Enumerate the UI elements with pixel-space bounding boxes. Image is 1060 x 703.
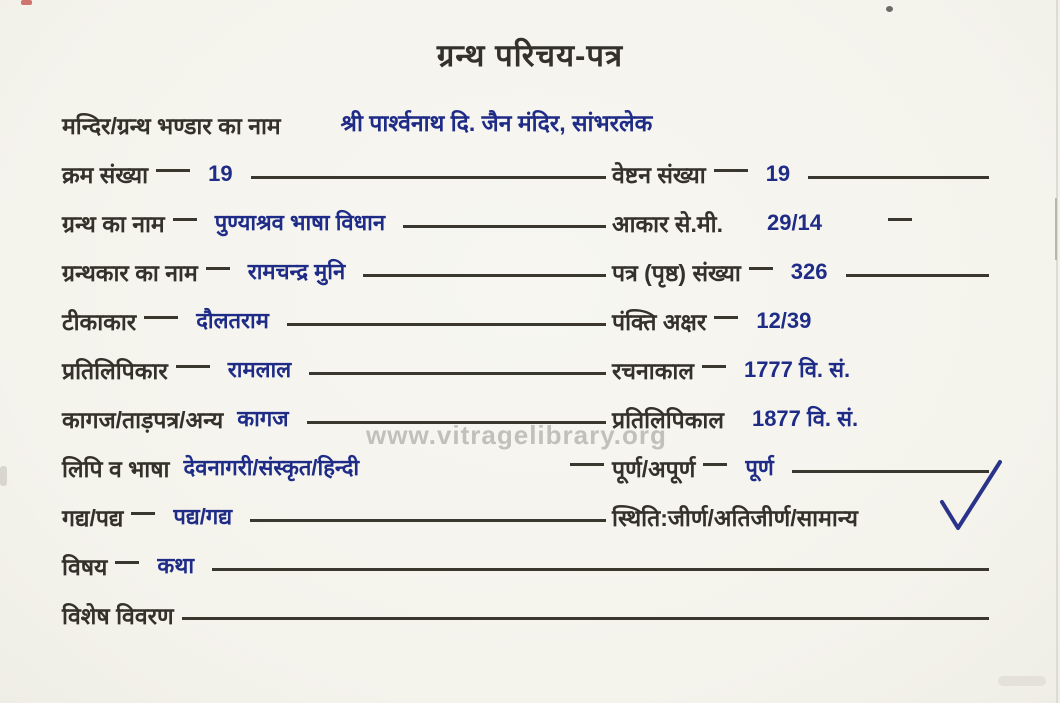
rule-dash: [714, 316, 738, 319]
field-value: कागज: [237, 405, 289, 431]
form-row-mandir-name: [62, 90, 1060, 139]
form-row-kram-sankhya: [62, 139, 1060, 188]
form-row-granth-naam: [62, 188, 1060, 237]
field-label: विषय: [62, 553, 108, 580]
field-value: 12/39: [756, 307, 812, 333]
rule-dash: [144, 316, 178, 319]
rule-line: [403, 225, 606, 228]
field-value: रामलाल: [227, 356, 292, 382]
rule-line: [212, 568, 989, 571]
form-row-pratilipikar: [62, 335, 1060, 384]
field-right: [612, 259, 995, 286]
rule-line: [792, 470, 989, 473]
field-value: कथा: [157, 552, 195, 578]
rule-line: [287, 323, 606, 326]
field-value: 1877 वि. सं.: [751, 405, 859, 431]
field-label: पंक्ति अक्षर: [612, 308, 707, 335]
field-value: 1777 वि. सं.: [743, 356, 851, 382]
field-value: 19: [765, 160, 791, 186]
rule-dash: [176, 365, 210, 368]
field-right: [612, 505, 1042, 531]
rule-line: [182, 617, 989, 620]
rule-dash: [702, 365, 726, 368]
field-value: पूर्ण: [745, 454, 774, 480]
field-left: [62, 259, 612, 286]
field-label: आकार से.मी.: [612, 210, 723, 237]
rule-dash: [714, 169, 748, 172]
form-rows: [0, 90, 1060, 629]
field-label: मन्दिर/ग्रन्थ भण्डार का नाम: [62, 112, 281, 139]
field-left: [62, 357, 612, 384]
field-left: [62, 308, 612, 335]
field-label-status: स्थिति:जीर्ण/अतिजीर्ण/सामान्य: [612, 504, 858, 531]
field-label: प्रतिलिपिकाल: [612, 406, 724, 433]
page-title: ग्रन्थ परिचय-पत्र: [436, 38, 624, 73]
field-value: 19: [208, 160, 233, 186]
rule-line: [808, 176, 989, 179]
field-label: गद्य/पद्य: [62, 504, 124, 531]
rule-line: [250, 519, 606, 522]
field-left: [62, 210, 612, 237]
field-label: ग्रन्थ का नाम: [62, 210, 165, 237]
field-value: पद्य/गद्य: [173, 503, 233, 529]
field-value: देवनागरी/संस्कृत/हिन्दी: [183, 454, 360, 480]
form-row-vishesh-vivaran: [62, 580, 1060, 629]
field-value: दौलतराम: [196, 307, 269, 333]
rule-dash: [888, 218, 912, 221]
field-label: क्रम संख्या: [62, 161, 149, 188]
rule-dash: [570, 463, 604, 466]
field-right: [612, 455, 995, 482]
rule-dash: [156, 169, 190, 172]
field-label: ग्रन्थकार का नाम: [62, 259, 198, 286]
rule-line: [363, 274, 606, 277]
field-label: टीकाकार: [62, 308, 137, 335]
field-label: प्रतिलिपिकार: [62, 357, 168, 384]
form-row-vishay: [62, 531, 1060, 580]
field-right: [612, 210, 995, 237]
rule-line: [251, 176, 606, 179]
rule-dash: [115, 561, 139, 564]
field-label: रचनाकाल: [612, 357, 694, 384]
rule-dash: [131, 512, 155, 515]
field-left: [62, 455, 612, 482]
field-left: [62, 504, 612, 531]
field-label: वेष्टन संख्या: [612, 161, 706, 188]
field-right: [612, 357, 995, 384]
rule-line: [846, 274, 990, 277]
field-value: पुण्याश्रव भाषा विधान: [214, 209, 386, 235]
form-row-gadya-padya: [62, 482, 1060, 531]
field-value: 326: [790, 258, 828, 284]
field-right: [612, 308, 995, 335]
field-left: [62, 161, 612, 188]
field-label: पूर्ण/अपूर्ण: [612, 455, 696, 482]
rule-dash: [749, 267, 773, 270]
field-value: 29/14: [766, 209, 823, 235]
form-row-tikakar: [62, 286, 1060, 335]
field-label: विशेष विवरण: [62, 602, 174, 629]
field-right: [612, 406, 995, 433]
field-value: रामचन्द्र मुनि: [247, 258, 346, 284]
form-row-granthkar: [62, 237, 1060, 286]
field-label: पत्र (पृष्ठ) संख्या: [612, 259, 741, 286]
watermark-text: www.vitragelibrary.org: [366, 420, 667, 450]
field-label: कागज/ताड़पत्र/अन्य: [62, 406, 224, 433]
field-right: [612, 161, 995, 188]
scan-artifact-smudge: [998, 676, 1046, 686]
rule-dash: [173, 218, 197, 221]
rule-line: [309, 372, 606, 375]
field-value: श्री पार्श्वनाथ दि. जैन मंदिर, सांभरलेक: [340, 110, 653, 137]
rule-dash: [703, 463, 727, 466]
rule-dash: [206, 267, 230, 270]
field-label: लिपि व भाषा: [62, 455, 170, 482]
